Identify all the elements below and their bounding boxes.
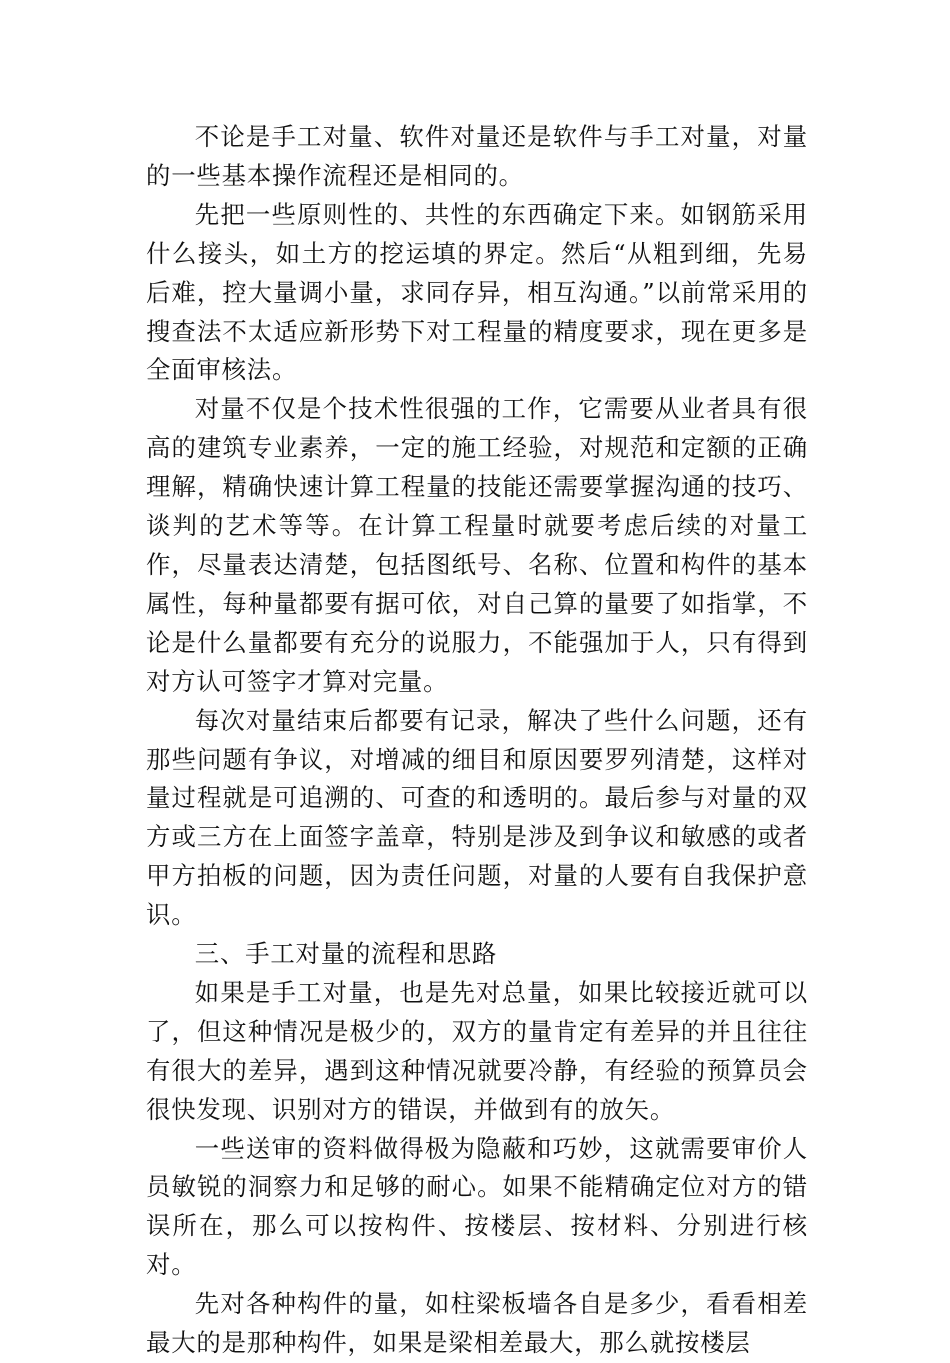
paragraph: 如果是手工对量，也是先对总量，如果比较接近就可以了，但这种情况是极少的，双方的量肯定有差异的并且往往有很大的差异，遇到这种情况就要冷静，有经验的预算员会很快发现、识别对方的错误，并做到有的放矢。 [146, 977, 808, 1124]
paragraph: 每次对量结束后都要有记录，解决了些什么问题，还有那些问题有争议，对增减的细目和原因要罗列清楚，这样对量过程就是可追溯的、可查的和透明的。最后参与对量的双方或三方在上面签字盖章，特别是涉及到争议和敏感的或者甲方拍板的问题，因为责任问题，对量的人要有自我保护意识。 [146, 705, 808, 930]
paragraph: 对量不仅是个技术性很强的工作，它需要从业者具有很高的建筑专业素养，一定的施工经验，对规范和定额的正确理解，精确快速计算工程量的技能还需要掌握沟通的技巧、谈判的艺术等等。在计算工程量时就要考虑后续的对量工作，尽量表达清楚，包括图纸号、名称、位置和构件的基本属性，每种量都要有据可依，对自己算的量要了如指掌，不论是什么量都要有充分的说服力，不能强加于人，只有得到对方认可签字才算对完量。 [146, 394, 808, 696]
paragraph: 先把一些原则性的、共性的东西确定下来。如钢筋采用什么接头，如土方的挖运填的界定。然后“从粗到细，先易后难，控大量调小量，求同存异，相互沟通。”以前常采用的搜查法不太适应新形势下对工程量的精度要求，现在更多是全面审核法。 [146, 199, 808, 385]
paragraph: 先对各种构件的量，如柱梁板墙各自是多少，看看相差最大的是那种构件，如果是梁相差最大，那么就按楼层 [146, 1289, 808, 1358]
section-heading: 三、手工对量的流程和思路 [194, 939, 498, 969]
paragraph: 一些送审的资料做得极为隐蔽和巧妙，这就需要审价人员敏锐的洞察力和足够的耐心。如果不能精确定位对方的错误所在，那么可以按构件、按楼层、按材料、分别进行核对。 [146, 1133, 808, 1280]
document-body [146, 118, 808, 1363]
paragraph: 不论是手工对量、软件对量还是软件与手工对量，对量的一些基本操作流程还是相同的。 [146, 122, 808, 190]
